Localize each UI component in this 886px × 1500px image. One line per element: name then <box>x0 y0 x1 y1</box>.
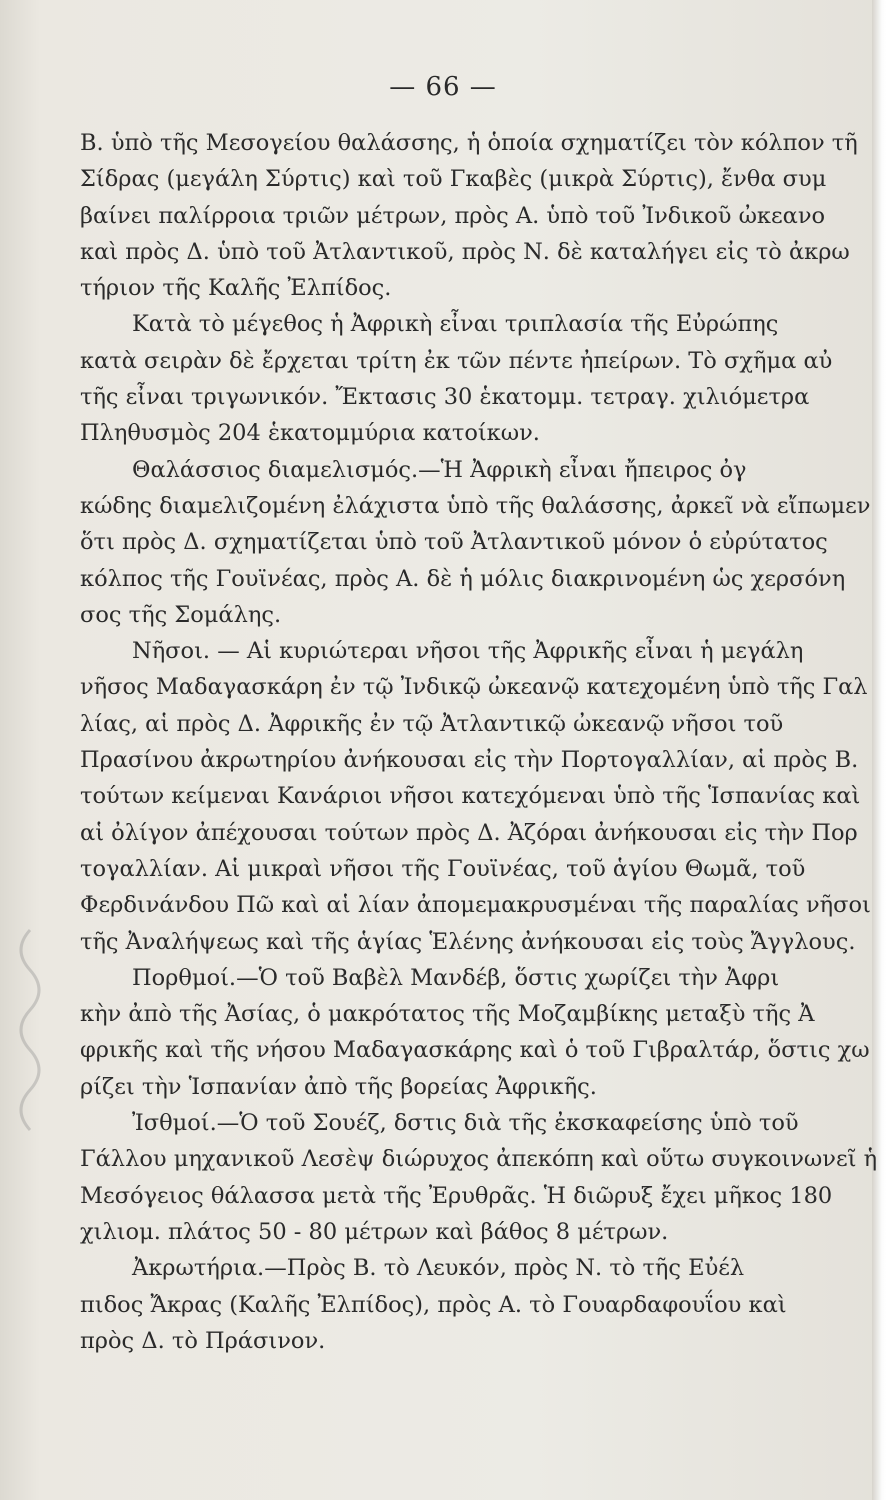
text-line: Μεσόγειος θάλασσα μετὰ τῆς Ἐρυθρᾶς. Ἡ διῶρυξ ἔχει μῆκος 180 <box>80 1182 833 1209</box>
text-line: κατὰ σειρὰν δὲ ἔρχεται τρίτη ἐκ τῶν πέντε ἠπείρων. Τὸ σχῆμα αὐ <box>80 347 833 374</box>
text-line: Ἀκρωτήρια.—Πρὸς Β. τὸ Λευκόν, πρὸς Ν. τὸ τῆς Εὐέλ <box>132 1255 745 1282</box>
text-line: Πρασίνου ἀκρωτηρίου ἀνήκουσαι εἰς τὴν Πορτογαλλίαν, αἱ πρὸς Β. <box>80 747 859 774</box>
text-line: νῆσος Μαδαγασκάρη ἐν τῷ Ἰνδικῷ ὠκεανῷ κατεχομένη ὑπὸ τῆς Γαλ <box>80 674 868 701</box>
text-line: σος τῆς Σομάλης. <box>80 601 282 628</box>
page-number: — 66 — <box>389 72 497 102</box>
library-stamp-icon <box>0 920 60 1180</box>
text-line: τούτων κείμεναι Κανάριοι νῆσοι κατεχόμεναι ὑπὸ τῆς Ἱσπανίας καὶ <box>80 783 861 810</box>
text-line: Φερδινάνδου Πῶ καὶ αἱ λίαν ἀπομεμακρυσμέναι τῆς παραλίας νῆσοι <box>80 892 871 919</box>
text-line: Ἰσθμοί.—Ὁ τοῦ Σουέζ, δστις διὰ τῆς ἐκσκαφείσης ὑπὸ τοῦ <box>132 1110 799 1137</box>
text-line: αἱ ὀλίγον ἀπέχουσαι τούτων πρὸς Δ. Ἀζόραι ἀνήκουσαι εἰς τὴν Πορ <box>80 819 858 846</box>
text-line: βαίνει παλίρροια τριῶν μέτρων, πρὸς Α. ὑπὸ τοῦ Ἰνδικοῦ ὠκεανο <box>80 202 826 229</box>
text-line: Σίδρας (μεγάλη Σύρτις) καὶ τοῦ Γκαβὲς (μικρὰ Σύρτις), ἔνθα συμ <box>80 166 827 193</box>
text-line: λίας, αἱ πρὸς Δ. Ἀφρικῆς ἐν τῷ Ἀτλαντικῷ ὠκεανῷ νῆσοι τοῦ <box>80 710 784 737</box>
text-line: τογαλλίαν. Αἱ μικραὶ νῆσοι τῆς Γουϊνέας, τοῦ ἁγίου Θωμᾶ, τοῦ <box>80 855 806 882</box>
text-line: φρικῆς καὶ τῆς νήσου Μαδαγασκάρης καὶ ὁ τοῦ Γιβραλτάρ, ὅστις χω <box>80 1037 870 1064</box>
text-line: κόλπος τῆς Γουϊνέας, πρὸς Α. δὲ ἡ μόλις διακρινομένη ὡς χερσόνη <box>80 565 846 592</box>
text-line: καὶ πρὸς Δ. ὑπὸ τοῦ Ἀτλαντικοῦ, πρὸς Ν. δὲ καταλήγει εἰς τὸ ἀκρω <box>80 238 850 265</box>
text-line: πιδος Ἄκρας (Καλῆς Ἐλπίδος), πρὸς Α. τὸ Γουαρδαφουΐου καὶ <box>80 1291 787 1318</box>
text-line: τήριον τῆς Καλῆς Ἐλπίδος. <box>80 275 392 302</box>
text-line: ρίζει τὴν Ἱσπανίαν ἀπὸ τῆς βορείας Ἀφρικῆς. <box>80 1073 597 1100</box>
text-line: Νῆσοι. — Αἱ κυριώτεραι νῆσοι τῆς Ἀφρικῆς εἶναι ἡ μεγάλη <box>132 638 804 665</box>
text-line: κὴν ἀπὸ τῆς Ἀσίας, ὁ μακρότατος τῆς Μοζαμβίκης μεταξὺ τῆς Ἀ <box>80 1001 815 1028</box>
text-line: Β. ὑπὸ τῆς Μεσογείου θαλάσσης, ἡ ὁποία σχηματίζει τὸν κόλπον τῆ <box>80 130 858 156</box>
text-line: Πορθμοί.—Ὁ τοῦ Βαβὲλ Μανδέβ, ὅστις χωρίζει τὴν Ἀφρι <box>132 964 780 991</box>
text-line: κώδης διαμελιζομένη ἐλάχιστα ὑπὸ τῆς θαλάσσης, ἀρκεῖ νὰ εἴπωμεν <box>80 492 871 519</box>
text-line: Κατὰ τὸ μέγεθος ἡ Ἀφρικὴ εἶναι τριπλασία τῆς Εὐρώπης <box>132 311 779 338</box>
text-line: τῆς Ἀναλήψεως καὶ τῆς ἁγίας Ἑλένης ἀνήκουσαι εἰς τοὺς Ἄγγλους. <box>80 928 856 955</box>
body-text <box>80 125 880 1359</box>
text-line: Γάλλου μηχανικοῦ Λεσὲψ διώρυχος ἀπεκόπη καὶ οὕτω συγκοινωνεῖ ἡ <box>80 1146 878 1173</box>
text-line: Θαλάσσιος διαμελισμός.—Ἡ Ἀφρικὴ εἶναι ἤπειρος ὀγ <box>132 456 747 483</box>
text-line: Πληθυσμὸς 204 ἑκατομμύρια κατοίκων. <box>80 420 540 447</box>
text-line: ὅτι πρὸς Δ. σχηματίζεται ὑπὸ τοῦ Ἀτλαντικοῦ μόνον ὁ εὐρύτατος <box>80 529 828 556</box>
text-line: πρὸς Δ. τὸ Πράσινον. <box>80 1327 326 1354</box>
text-line: τῆς εἶναι τριγωνικόν. Ἔκτασις 30 ἑκατομμ. τετραγ. χιλιόμετρα <box>80 384 810 411</box>
text-line: χιλιομ. πλάτος 50 - 80 μέτρων καὶ βάθος 8 μέτρων. <box>80 1218 669 1245</box>
